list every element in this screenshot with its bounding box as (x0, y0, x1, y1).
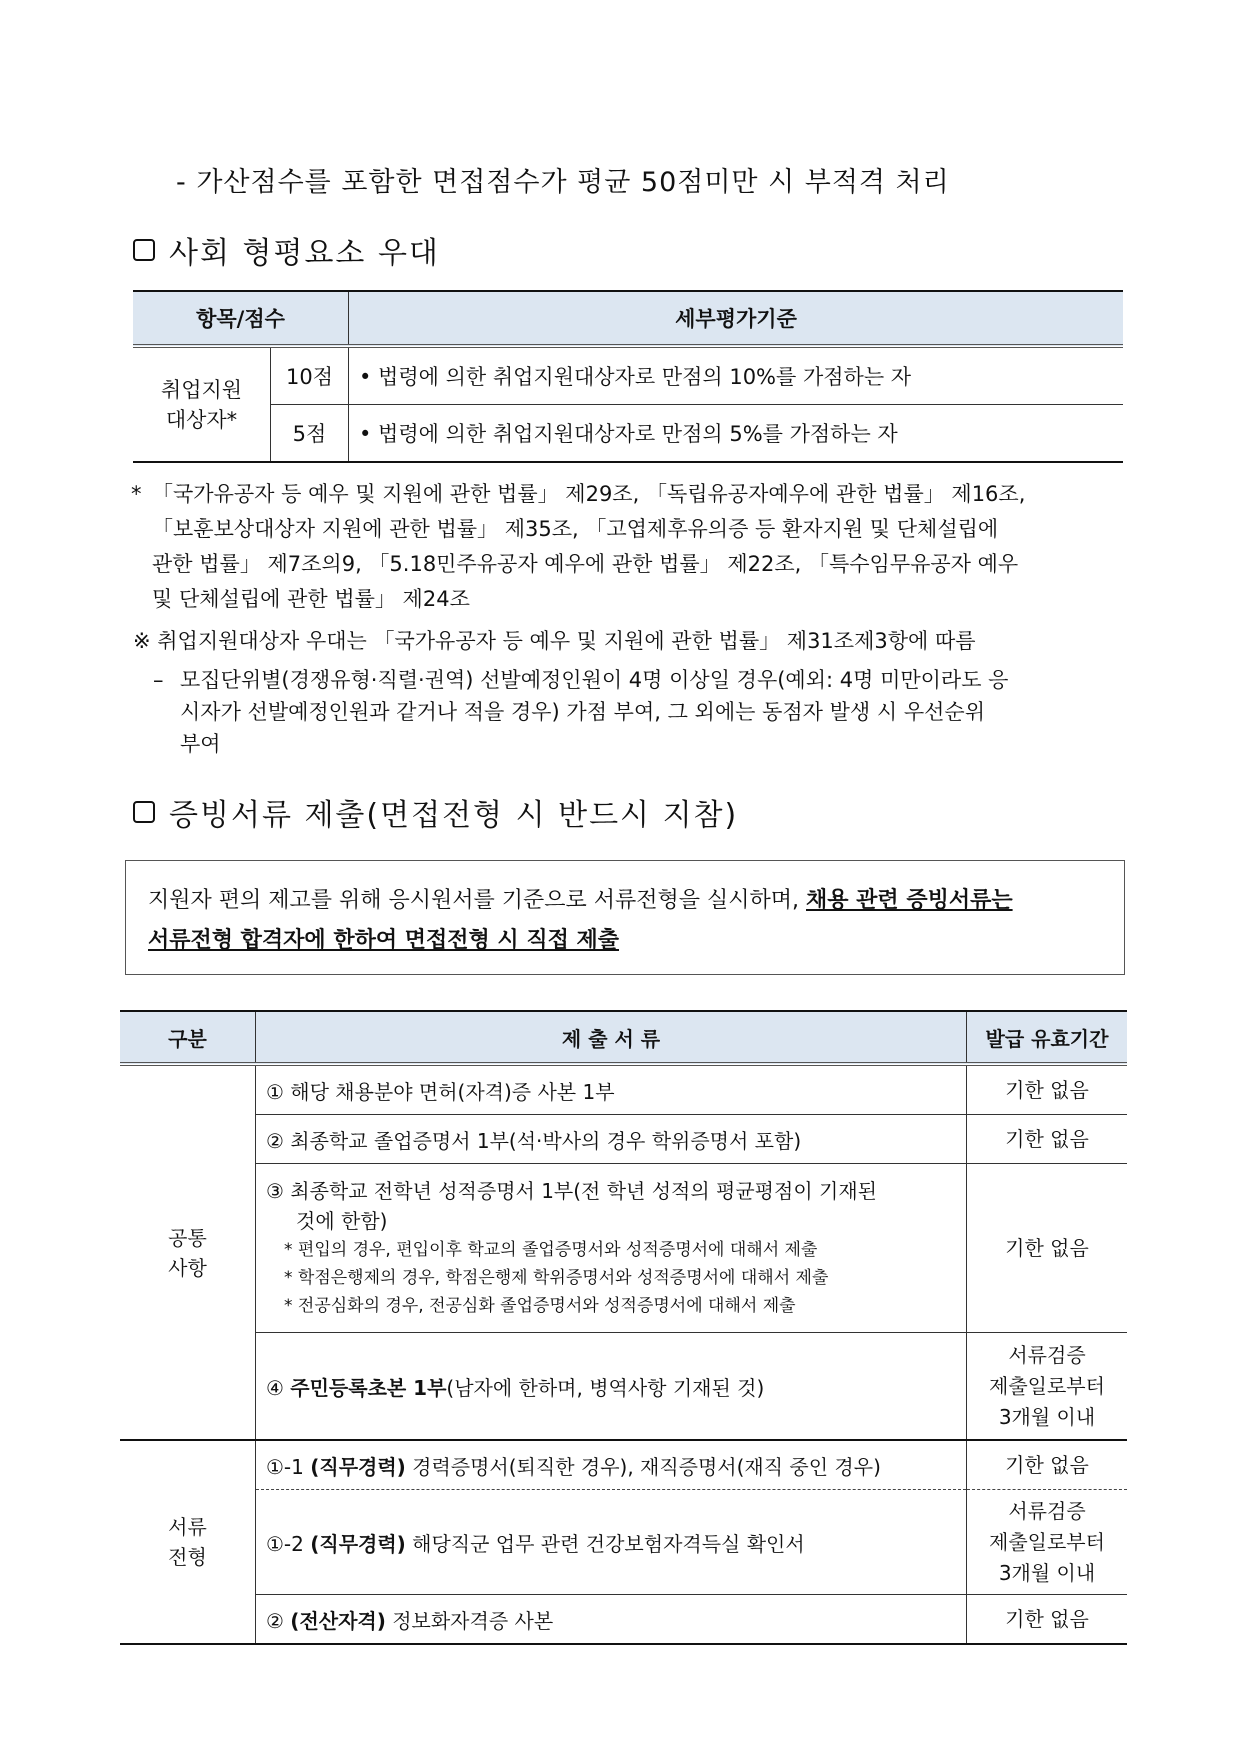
sub-note: * 학점은행제의 경우, 학점은행제 학위증명서와 성적증명서에 대해서 제출 (284, 1268, 829, 1288)
footnote-line: 「보훈보상대상자 지원에 관한 법률」 제35조, 「고엽제후유의증 등 환자지원 및 단체설립에 (152, 517, 999, 541)
category-line: 전형 (168, 1545, 207, 1569)
intro-text: - 가산점수를 포함한 면접점수가 평균 50점미만 시 부적격 처리 (176, 167, 950, 198)
section-heading-social-equity (133, 228, 440, 272)
bullet-mark: – (153, 668, 164, 692)
validity-line: 서류검증 (1008, 1342, 1086, 1367)
criteria-cell: • 법령에 의한 취업지원대상자로 만점의 5%를 가점하는 자 (349, 405, 1124, 463)
score-cell: 5점 (271, 405, 349, 463)
document-detail: 해당직군 업무 관련 건강보험자격득실 확인서 (405, 1531, 805, 1556)
bullet-line: 부여 (180, 732, 221, 756)
document-cell: ① 해당 채용분야 면허(자격)증 사본 1부 (256, 1064, 967, 1115)
validity-cell: 기한 없음 (967, 1164, 1128, 1333)
documents-table (120, 1010, 1127, 1645)
sub-note: * 편입의 경우, 편입이후 학교의 졸업증명서와 성적증명서에 대해서 제출 (284, 1240, 818, 1260)
validity-line: 3개월 이내 (998, 1560, 1096, 1585)
score-cell: 10점 (271, 346, 349, 405)
document-number: ② (266, 1608, 291, 1633)
category-line: 취업지원 (160, 377, 243, 402)
bullet-line: 시자가 선발예정인원과 같거나 적을 경우) 가점 부여, 그 외에는 동점자 발생 시 우선순위 (180, 700, 985, 724)
table-header: 구분 (120, 1011, 256, 1064)
checkbox-square-icon (133, 801, 155, 823)
document-cell (256, 1490, 967, 1595)
checkbox-square-icon (133, 239, 155, 261)
table-row (120, 1490, 1127, 1595)
document-cell: ② 최종학교 졸업증명서 1부(석·박사의 경우 학위증명서 포함) (256, 1115, 967, 1164)
category-line: 서류 (168, 1515, 207, 1539)
category-line: 사항 (168, 1255, 207, 1280)
validity-cell (967, 1490, 1128, 1595)
document-number: ④ (266, 1375, 291, 1400)
criteria-cell: • 법령에 의한 취업지원대상자로 만점의 10%를 가점하는 자 (349, 346, 1124, 405)
equity-table (133, 290, 1123, 463)
bullet-note (180, 664, 1008, 760)
document-line: ③ 최종학교 전학년 성적증명서 1부(전 학년 성적의 평균평점이 기재된 (266, 1179, 877, 1203)
section-heading-text: 증빙서류 제출(면접전형 시 반드시 지참) (169, 798, 739, 833)
category-line: 공통 (168, 1225, 207, 1250)
table-header: 발급 유효기간 (967, 1011, 1128, 1064)
document-detail: (남자에 한하며, 병역사항 기재된 것) (446, 1375, 765, 1400)
validity-cell (967, 1333, 1128, 1441)
table-header: 항목/점수 (133, 291, 349, 346)
table-header: 제 출 서 류 (256, 1011, 967, 1064)
table-row (120, 1064, 1127, 1115)
document-number: ①-2 (266, 1531, 311, 1556)
document-cell (256, 1333, 967, 1441)
table-row (120, 1164, 1127, 1333)
table-row (120, 1440, 1127, 1490)
reference-note: ※ 취업지원대상자 우대는 「국가유공자 등 예우 및 지원에 관한 법률」 제31조제3항에 따름 (133, 629, 976, 653)
info-emphasis: 채용 관련 증빙서류는 (806, 888, 1013, 913)
footnote-mark: * (131, 482, 142, 506)
document-title: (직무경력) (310, 1454, 406, 1479)
document-number: ①-1 (266, 1454, 311, 1479)
footnote-line: 관한 법률」 제7조의9, 「5.18민주유공자 예우에 관한 법률」 제22조, 「특수임무유공자 예우 (152, 552, 1019, 576)
document-detail: 경력증명서(퇴직한 경우), 재직증명서(재직 중인 경우) (405, 1454, 881, 1479)
section-heading-text: 사회 형평요소 우대 (169, 236, 440, 271)
validity-line: 제출일로부터 (989, 1529, 1105, 1554)
section-heading-documents (133, 790, 738, 834)
validity-cell: 기한 없음 (967, 1595, 1128, 1645)
category-cell (133, 346, 271, 462)
document-line: 것에 한함) (296, 1209, 388, 1233)
category-cell (120, 1440, 256, 1644)
document-cell (256, 1595, 967, 1645)
validity-line: 3개월 이내 (998, 1404, 1096, 1429)
validity-cell: 기한 없음 (967, 1064, 1128, 1115)
validity-cell: 기한 없음 (967, 1115, 1128, 1164)
footnote-line: 및 단체설립에 관한 법률」 제24조 (152, 587, 470, 611)
info-box (125, 860, 1125, 975)
table-row (133, 405, 1123, 463)
footnote-line: 「국가유공자 등 예우 및 지원에 관한 법률」 제29조, 「독립유공자예우에 관한 법률」 제16조, (152, 482, 1026, 506)
table-row (120, 1115, 1127, 1164)
category-cell (120, 1064, 256, 1440)
footnote (152, 477, 1025, 617)
validity-cell: 기한 없음 (967, 1440, 1128, 1490)
category-line: 대상자* (165, 407, 238, 432)
bullet-line: 모집단위별(경쟁유형·직렬·권역) 선발예정인원이 4명 이상일 경우(예외: 4명 미만이라도 응 (180, 668, 1009, 692)
table-row (133, 346, 1123, 405)
document-cell (256, 1440, 967, 1490)
info-emphasis: 서류전형 합격자에 한하여 면접전형 시 직접 제출 (148, 928, 619, 953)
document-title: (전산자격) (290, 1608, 386, 1633)
document-title: 주민등록초본 1부 (290, 1375, 447, 1400)
document-detail: 정보화자격증 사본 (385, 1608, 554, 1633)
info-text: 지원자 편의 제고를 위해 응시원서를 기준으로 서류전형을 실시하며, (148, 888, 806, 913)
document-title: (직무경력) (310, 1531, 406, 1556)
document-cell (256, 1164, 967, 1333)
validity-line: 제출일로부터 (989, 1373, 1105, 1398)
table-header: 세부평가기준 (349, 291, 1124, 346)
table-row (120, 1333, 1127, 1441)
table-row (120, 1595, 1127, 1645)
sub-note: * 전공심화의 경우, 전공심화 졸업증명서와 성적증명서에 대해서 제출 (284, 1296, 796, 1316)
validity-line: 서류검증 (1008, 1498, 1086, 1523)
